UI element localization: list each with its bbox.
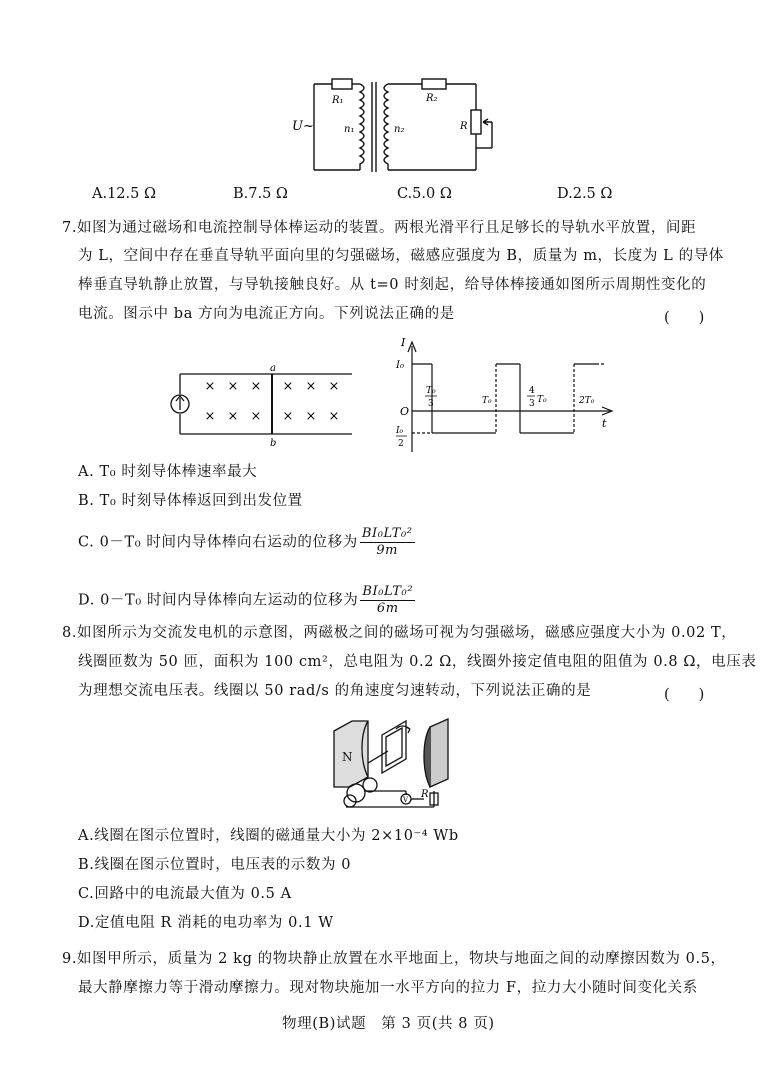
r2-label: R₂ — [426, 93, 438, 104]
q7-option-c-fraction — [360, 526, 415, 559]
q6-option-d: D.2.5 Ω — [557, 186, 613, 202]
resistor-r-label: R — [421, 789, 429, 800]
primary-coil — [360, 84, 364, 170]
q7-option-b: B. T₀ 时刻导体棒返回到出发位置 — [78, 493, 303, 509]
q7-current-graph — [392, 334, 628, 456]
u-label: U~ — [292, 119, 314, 134]
r-label: R — [460, 121, 468, 132]
rail-label-b: b — [270, 438, 277, 446]
north-pole-label: N — [342, 750, 353, 764]
q7-option-d — [78, 584, 415, 617]
q8-line-3: 为理想交流电压表。线圈以 50 rad/s 的角速度匀速转动，下列说法正确的是 — [78, 683, 592, 699]
q8-option-b: B.线圈在图示位置时，电压表的示数为 0 — [78, 857, 352, 873]
rail-label-a: a — [270, 363, 276, 374]
magnetic-field-cross-mark: × — [204, 379, 216, 394]
q7-answer-paren: ( ) — [664, 310, 705, 326]
q7-line-4: 电流。图示中 ba 方向为电流正方向。下列说法正确的是 — [78, 306, 455, 322]
tick-t0: T₀ — [482, 396, 492, 406]
neg-i0-den: 2 — [398, 439, 404, 449]
origin-label: O — [400, 405, 410, 418]
q9-line-2: 最大静摩擦力等于滑动摩擦力。现对物块施加一水平方向的拉力 F，拉力大小随时间变化关系 — [78, 980, 698, 996]
magnetic-field-cross-mark: × — [328, 379, 340, 394]
tick-t0-third-num: T₀ — [426, 386, 436, 396]
transformer-circuit-figure — [280, 68, 510, 180]
r1-label: R₁ — [332, 95, 344, 106]
q7-option-c-num: BI₀LT₀² — [361, 526, 413, 541]
q9-line-1: 9.如图甲所示，质量为 2 kg 的物块静止放置在水平地面上，物块与地面之间的动摩擦因数为 0.5， — [62, 951, 726, 967]
magnetic-field-cross-mark: × — [250, 379, 262, 394]
i0-label: I₀ — [396, 360, 404, 371]
n2-label: n₂ — [394, 124, 405, 135]
magnetic-field-cross-mark: × — [227, 379, 239, 394]
tick-4-3-num: 4 — [529, 386, 535, 396]
magnetic-field-cross-mark: × — [250, 409, 262, 424]
magnetic-field-cross-mark: × — [305, 379, 317, 394]
tick-4-3-t0: T₀ — [537, 395, 547, 405]
page-footer: 物理(B)试题 第 3 页(共 8 页) — [282, 1016, 495, 1032]
q8-answer-paren: ( ) — [664, 687, 705, 703]
q7-rails-figure — [166, 362, 356, 446]
voltmeter-label: V — [403, 796, 409, 804]
magnetic-field-cross-mark: × — [328, 409, 340, 424]
secondary-coil — [384, 84, 388, 170]
q8-option-c: C.回路中的电流最大值为 0.5 A — [78, 886, 292, 902]
resistor-r1 — [332, 79, 352, 89]
magnetic-field-cross-mark: × — [305, 409, 317, 424]
q7-option-c-den: 9m — [376, 543, 399, 558]
tick-4-3-den: 3 — [529, 399, 535, 409]
i-axis-label: I — [401, 336, 406, 349]
q6-option-c: C.5.0 Ω — [397, 186, 452, 202]
q7-line-2: 为 L，空间中存在垂直导轨平面向里的匀强磁场，磁感应强度为 B，质量为 m，长度为 L 的导体 — [78, 248, 724, 264]
n1-label: n₁ — [344, 124, 355, 135]
q7-option-c — [78, 526, 415, 559]
magnetic-field-cross-mark: × — [227, 409, 239, 424]
q7-option-d-text: D. 0－T₀ 时间内导体棒向左运动的位移为 — [78, 592, 359, 609]
q7-option-c-text: C. 0－T₀ 时间内导体棒向右运动的位移为 — [78, 534, 358, 551]
q6-option-a: A.12.5 Ω — [92, 186, 156, 202]
q8-option-d: D.定值电阻 R 消耗的电功率为 0.1 W — [78, 915, 334, 931]
resistor-r2 — [422, 79, 446, 89]
q8-line-1: 8.如图所示为交流发电机的示意图，两磁极之间的磁场可视为匀强磁场，磁感应强度大小为 0.02 T， — [62, 625, 737, 641]
q7-option-d-fraction — [360, 584, 415, 617]
q7-option-d-num: BI₀LT₀² — [362, 584, 414, 599]
q7-line-3: 棒垂直导轨静止放置，与导轨接触良好。从 t=0 时刻起，给导体棒接通如图所示周期性变化的 — [78, 277, 707, 293]
magnetic-field-cross-mark: × — [282, 379, 294, 394]
t-axis-label: t — [602, 417, 607, 430]
tick-t0-third-den: 3 — [428, 399, 434, 409]
q7-option-d-den: 6m — [376, 601, 399, 616]
q8-line-2: 线圈匝数为 50 匝，面积为 100 cm²，总电阻为 0.2 Ω，线圈外接定值电阻的阻值为 0.8 Ω，电压表 — [78, 654, 757, 670]
tick-2t0: 2T₀ — [579, 396, 595, 406]
rheostat-r — [471, 110, 481, 134]
q8-option-a: A.线圈在图示位置时，线圈的磁通量大小为 2×10⁻⁴ Wb — [78, 828, 459, 844]
q7-option-a: A. T₀ 时刻导体棒速率最大 — [78, 464, 258, 480]
neg-i0-num: I₀ — [396, 426, 404, 436]
q6-option-b: B.7.5 Ω — [233, 186, 288, 202]
magnetic-field-cross-mark: × — [204, 409, 216, 424]
magnetic-field-cross-mark: × — [282, 409, 294, 424]
q8-generator-figure — [326, 715, 466, 815]
q7-line-1: 7.如图为通过磁场和电流控制导体棒运动的装置。两根光滑平行且足够长的导轨水平放置，间距 — [62, 220, 697, 236]
